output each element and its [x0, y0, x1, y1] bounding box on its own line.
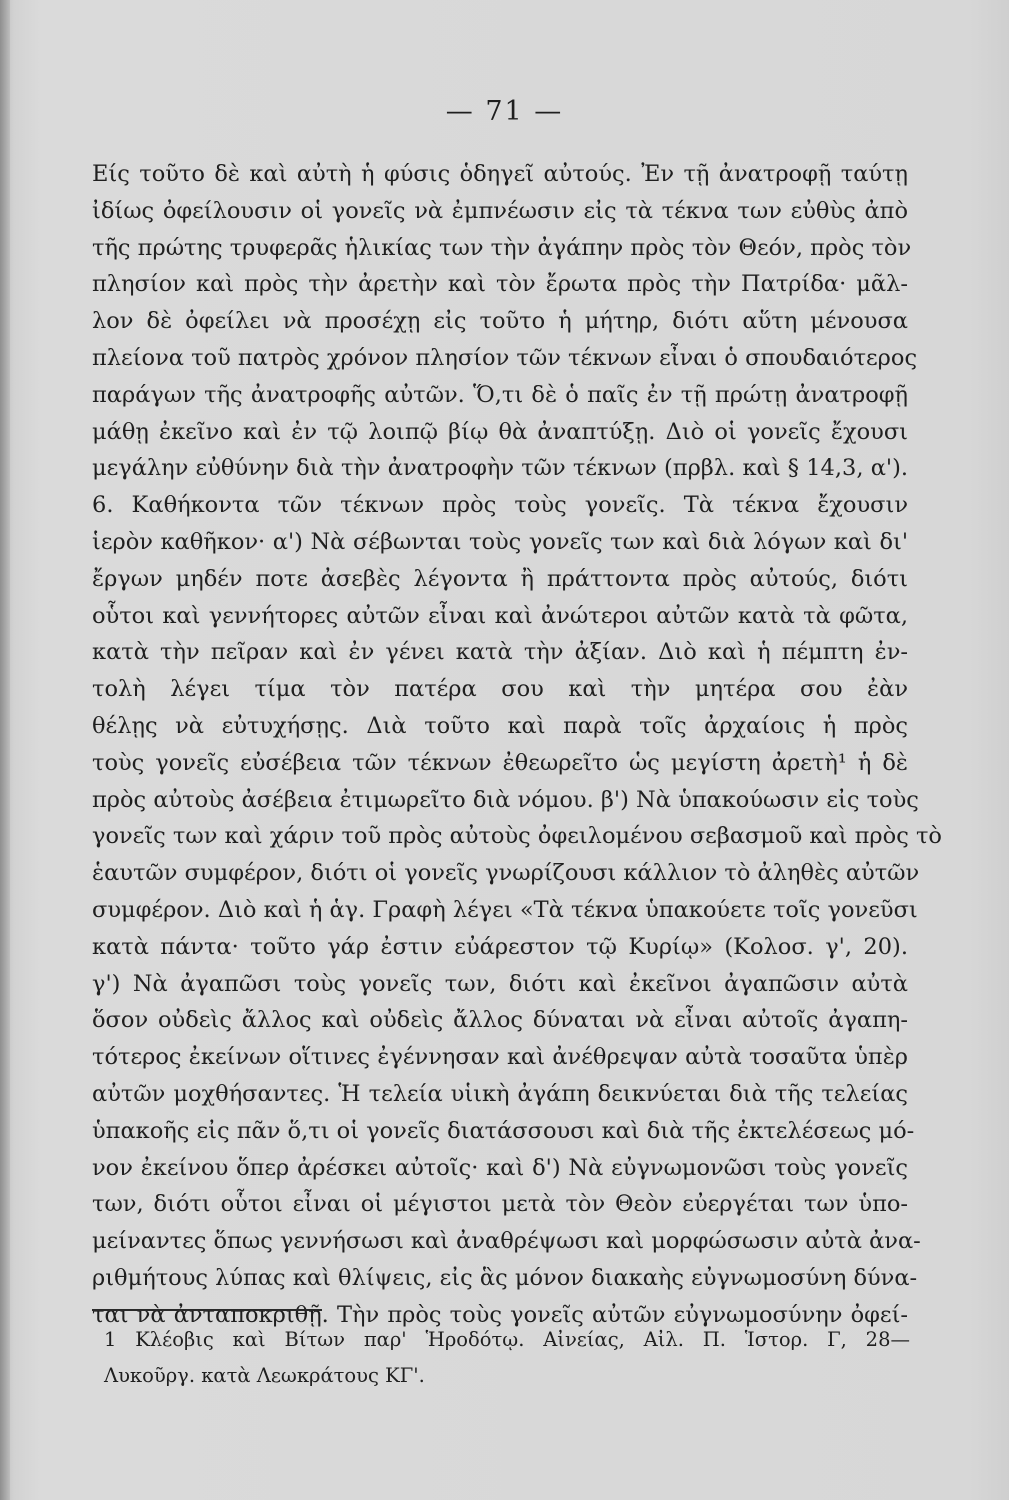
footnotes	[104, 1322, 910, 1394]
text-line: τοὺς γονεῖς εὐσέβεια τῶν τέκνων ἐθεωρεῖτο ὡς μεγίστη ἀρετὴ¹ ἡ δὲ	[92, 749, 908, 776]
footnote-line: Λυκοῦργ. κατὰ Λεωκράτους ΚΓ'.	[104, 1364, 425, 1387]
text-line: γ') Νὰ ἀγαπῶσι τοὺς γονεῖς των, διότι καὶ ἐκεῖνοι ἀγαπῶσιν αὐτὰ	[92, 970, 908, 997]
text-line: κατὰ πάντα· τοῦτο γάρ ἐστιν εὐάρεστον τῷ Κυρίῳ» (Κολοσ. γ', 20).	[92, 933, 908, 960]
text-line: παράγων τῆς ἀνατροφῆς αὐτῶν. Ὅ,τι δὲ ὁ παῖς ἐν τῇ πρώτῃ ἀνατροφῇ	[92, 381, 908, 408]
text-line: μεγάλην εὐθύνην διὰ τὴν ἀνατροφὴν τῶν τέκνων (πρβλ. καὶ § 14,3, α').	[92, 455, 908, 482]
text-line: λον δὲ ὀφείλει νὰ προσέχῃ εἰς τοῦτο ἡ μήτηρ, διότι αὕτη μένουσα	[92, 308, 908, 335]
text-line: Είς τοῦτο δὲ καὶ αὐτὴ ἡ φύσις ὁδηγεῖ αὐτούς. Ἐν τῇ ἀνατροφῇ ταύτῃ	[92, 161, 908, 187]
text-line: ριθμήτους λύπας καὶ θλίψεις, εἰς ἃς μόνον διακαὴς εὐγνωμοσύνη δύνα-	[92, 1264, 918, 1291]
text-line: αὐτῶν μοχθήσαντες. Ἡ τελεία υἱικὴ ἀγάπη δεικνύεται διὰ τῆς τελείας	[92, 1080, 908, 1107]
text-line: ὑπακοῆς εἰς πᾶν ὅ,τι οἱ γονεῖς διατάσσουσι καὶ διὰ τῆς ἐκτελέσεως μό-	[92, 1117, 915, 1144]
page-spine-shadow	[0, 0, 10, 1500]
text-line: πλείονα τοῦ πατρὸς χρόνον πλησίον τῶν τέκνων εἶναι ὁ σπουδαιότερος	[92, 344, 918, 371]
text-line: πλησίον καὶ πρὸς τὴν ἀρετὴν καὶ τὸν ἔρωτα πρὸς τὴν Πατρίδα· μᾶλ-	[92, 271, 908, 298]
body-text	[92, 156, 942, 1334]
page-number: — 71 —	[445, 96, 564, 127]
text-line: ται νὰ ἀνταποκριθῇ. Τὴν πρὸς τοὺς γονεῖς αὐτῶν εὐγνωμοσύνην ὀφεί-	[92, 1301, 908, 1328]
text-line: των, διότι οὗτοι εἶναι οἱ μέγιστοι μετὰ τὸν Θεὸν εὐεργέται των ὑπο-	[92, 1191, 908, 1218]
text-line: τῆς πρώτης τρυφερᾶς ἡλικίας των τὴν ἀγάπην πρὸς τὸν Θεόν, πρὸς τὸν	[92, 234, 912, 261]
text-line: ὅσον οὐδεὶς ἄλλος καὶ οὐδεὶς ἄλλος δύναται νὰ εἶναι αὐτοῖς ἀγαπη-	[92, 1007, 908, 1034]
text-line: μάθῃ ἐκεῖνο καὶ ἐν τῷ λοιπῷ βίῳ θὰ ἀναπτύξῃ. Διὸ οἱ γονεῖς ἔχουσι	[92, 418, 908, 445]
footnote-line: 1 Κλέοβις καὶ Βίτων παρ' Ἡροδότῳ. Αἰνείας, Αἰλ. Π. Ἱστορ. Γ, 28—	[104, 1328, 910, 1351]
section-heading-line: 6. Καθήκοντα τῶν τέκνων πρὸς τοὺς γονεῖς. Τὰ τέκνα ἔχουσιν	[92, 492, 908, 519]
text-line: κατὰ τὴν πεῖραν καὶ ἐν γένει κατὰ τὴν ἀξίαν. Διὸ καὶ ἡ πέμπτη ἐν-	[92, 639, 908, 666]
footnote-divider	[92, 1309, 322, 1311]
text-line: νον ἐκείνου ὅπερ ἀρέσκει αὐτοῖς· καὶ δ') Νὰ εὐγνωμονῶσι τοὺς γονεῖς	[92, 1154, 908, 1181]
text-line: τότερος ἐκείνων οἵτινες ἐγέννησαν καὶ ἀνέθρεψαν αὐτὰ τοσαῦτα ὑπὲρ	[92, 1044, 908, 1071]
text-line: μείναντες ὅπως γεννήσωσι καὶ ἀναθρέψωσι καὶ μορφώσωσιν αὐτὰ ἀνα-	[92, 1228, 921, 1255]
text-line: ἱερὸν καθῆκον· α') Νὰ σέβωνται τοὺς γονεῖς των καὶ διὰ λόγων καὶ δι'	[92, 528, 908, 555]
text-line: θέλῃς νὰ εὐτυχήσῃς. Διὰ τοῦτο καὶ παρὰ τοῖς ἀρχαίοις ἡ πρὸς	[92, 712, 908, 739]
text-line: πρὸς αὐτοὺς ἀσέβεια ἐτιμωρεῖτο διὰ νόμου. β') Νὰ ὑπακούωσιν εἰς τοὺς	[92, 786, 919, 813]
text-line: ἔργων μηδέν ποτε ἀσεβὲς λέγοντα ἢ πράττοντα πρὸς αὐτούς, διότι	[92, 565, 908, 592]
text-line: ἑαυτῶν συμφέρον, διότι οἱ γονεῖς γνωρίζουσι κάλλιον τὸ ἀληθὲς αὐτῶν	[92, 860, 920, 887]
text-line: τολὴ λέγει τίμα τὸν πατέρα σου καὶ τὴν μητέρα σου ἐὰν	[92, 676, 908, 703]
text-line: συμφέρον. Διὸ καὶ ἡ ἁγ. Γραφὴ λέγει «Τὰ τέκνα ὑπακούετε τοῖς γονεῦσι	[92, 896, 918, 923]
text-line: γονεῖς των καὶ χάριν τοῦ πρὸς αὐτοὺς ὀφειλομένου σεβασμοῦ καὶ πρὸς τὸ	[92, 823, 942, 850]
text-line: οὗτοι καὶ γεννήτορες αὐτῶν εἶναι καὶ ἀνώτεροι αὐτῶν κατὰ τὰ φῶτα,	[92, 602, 908, 629]
text-line: ἰδίως ὀφείλουσιν οἱ γονεῖς νὰ ἐμπνέωσιν εἰς τὰ τέκνα των εὐθὺς ἀπὸ	[92, 197, 908, 224]
